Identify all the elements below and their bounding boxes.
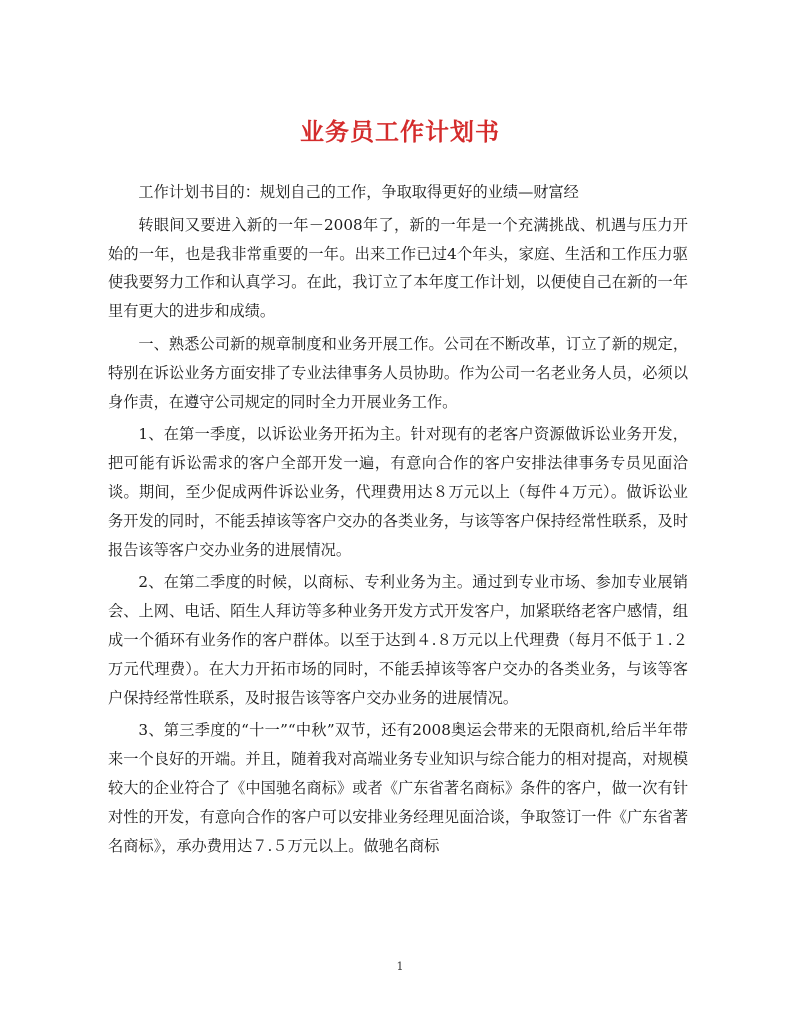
paragraph-intro: 转眼间又要进入新的一年－2008年了，新的一年是一个充满挑战、机遇与压力开始的一年，也是我非常重要的一年。出来工作已过4个年头，家庭、生活和工作压力驱使我要努力工作和认真学习。在此，我订立了本年度工作计划，以便使自己在新的一年里有更大的进步和成绩。 xyxy=(108,215,688,321)
document-title: 业务员工作计划书 xyxy=(300,117,500,146)
paragraph-section-one: 一、熟悉公司新的规章制度和业务开展工作。公司在不断改革，订立了新的规定，特别在诉讼业务方面安排了专业法律事务人员协助。作为公司一名老业务人员，必须以身作责，在遵守公司规定的同时全力开展业务工作。 xyxy=(108,334,688,411)
paragraph-q1: 1、在第一季度，以诉讼业务开拓为主。针对现有的老客户资源做诉讼业务开发，把可能有诉讼需求的客户全部开发一遍，有意向合作的客户安排法律事务专员见面洽谈。期间，至少促成两件诉讼业务，代理费用达８万元以上（每件４万元）。做诉讼业务开发的同时，不能丢掉该等客户交办的各类业务，与该等客户保持经常性联系，及时报告该等客户交办业务的进展情况。 xyxy=(108,425,688,559)
page-number: 1 xyxy=(396,960,404,973)
document-body xyxy=(108,178,688,860)
paragraph-q2: 2、在第二季度的时候，以商标、专利业务为主。通过到专业市场、参加专业展销会、上网、电话、陌生人拜访等多种业务开发方式开发客户，加紧联络老客户感情，组成一个循环有业务作的客户群体。以至于达到４.８万元以上代理费（每月不低于１.２万元代理费）。在大力开拓市场的同时，不能丢掉该等客户交办的各类业务，与该等客户保持经常性联系，及时报告该等客户交办业务的进展情况。 xyxy=(108,573,688,707)
paragraph-purpose: 工作计划书目的：规划自己的工作，争取取得更好的业绩—财富经 xyxy=(138,183,579,201)
paragraph-q3: 3、第三季度的“十一”“中秋”双节，还有2008奥运会带来的无限商机,给后半年带来一个良好的开端。并且，随着我对高端业务专业知识与综合能力的相对提高，对规模较大的企业符合了《中国驰名商标》或者《广东省著名商标》条件的客户，做一次有针对性的开发，有意向合作的客户可以安排业务经理见面洽谈，争取签订一件《广东省著名商标》，承办费用达７.５万元以上。做驰名商标 xyxy=(108,721,688,855)
